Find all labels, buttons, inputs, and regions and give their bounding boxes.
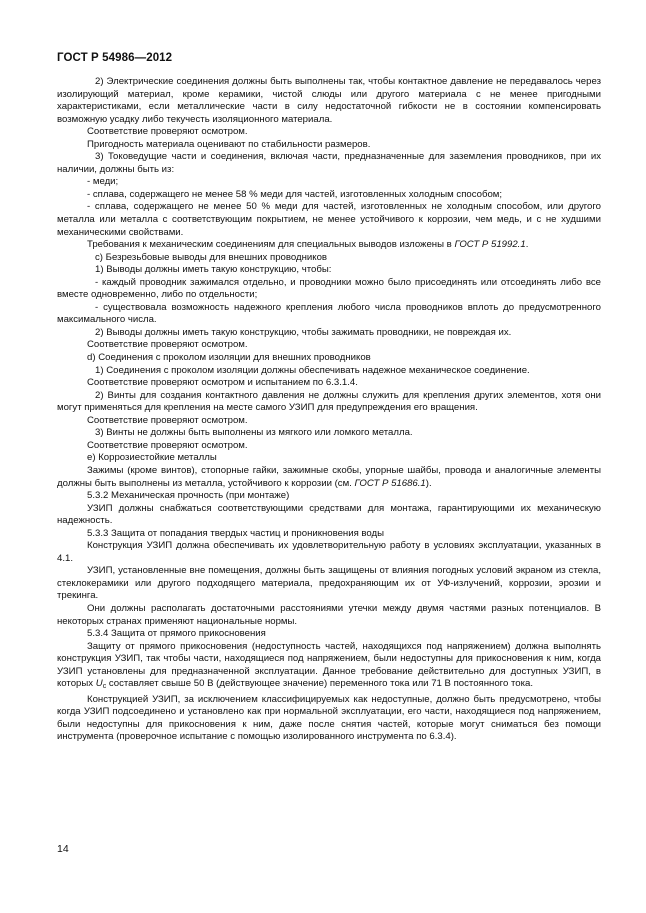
paragraph: 3) Винты не должны быть выполнены из мягкого или ломкого металла.	[95, 427, 413, 439]
paragraph: УЗИП, установленные вне помещения, должны быть защищены от влияния погодных условий экраном из стекла, стеклокерамики или другого подходящего материала, предохраняющим их от УФ-излучений, коррозии, эрозии и трекинга.	[57, 565, 601, 602]
paragraph	[57, 239, 601, 252]
paragraph: 1) Соединения с проколом изоляции должны обеспечивать надежное механическое соединение.	[95, 364, 530, 376]
text-run: Зажимы (кроме винтов), стопорные гайки, зажимные скобы, упорные шайбы, провода и аналогичные элементы должны быть выполнены из металла, устойчивого к коррозии (см.	[57, 464, 601, 489]
paragraph: Они должны располагать достаточными расстояниями утечки между двумя частями разных потенциалов. В некоторых странах применяют национальные нормы.	[57, 602, 601, 627]
standard-reference: ГОСТ Р 51992.1	[454, 239, 526, 251]
paragraph: 1) Выводы должны иметь такую конструкцию, чтобы:	[95, 264, 332, 276]
text-run: ).	[425, 477, 432, 489]
list-item: - существовала возможность надежного крепления любого числа проводников вплоть до предусмотренного максимального числа.	[57, 301, 601, 326]
paragraph	[57, 465, 601, 490]
text-run: составляет свыше 50 В (действующее значение) переменного тока или 71 В постоянного тока.	[106, 678, 533, 690]
paragraph	[57, 641, 601, 694]
list-item: - сплава, содержащего не менее 50 % меди для частей, изготовленных не холодным способом, или другого металла или металла с соответствующим покрытием, не менее устойчивого к коррозии, чем медь, и с не худшими механическими свойствами.	[57, 201, 601, 238]
list-item: - каждый проводник зажимался отдельно, и проводники можно было присоединять или отсоединять либо все вместе одновременно, либо по отдельности;	[57, 276, 601, 301]
list-item: - меди;	[87, 176, 119, 188]
text-run: Требования к механическим соединениям для специальных выводов изложены в	[87, 239, 455, 251]
paragraph: Конструкцией УЗИП, за исключением классифицируемых как недоступные, должно быть предусмотрено, чтобы когда УЗИП подсоединено и установлено как при нормальной эксплуатации, его части, находящиеся под напряжением, были недоступны для прикосновения к ним, даже после снятия частей, которые могут сниматься без помощи инструмента (проверочное испытание с помощью изолированного инструмента по 6.3.4).	[57, 693, 601, 743]
subsection-heading: d) Соединения с проколом изоляции для внешних проводников	[87, 352, 371, 364]
list-item: - сплава, содержащего не менее 58 % меди для частей, изготовленных холодным способом;	[87, 188, 503, 200]
paragraph: Соответствие проверяют осмотром.	[87, 439, 248, 451]
voltage-symbol: U	[95, 678, 103, 690]
paragraph: 3) Токоведущие части и соединения, включая части, предназначенные для заземления проводников, при их наличии, должны быть из:	[57, 151, 601, 175]
voltage-subscript: c	[102, 683, 107, 691]
paragraph: Соответствие проверяют осмотром.	[87, 414, 248, 426]
paragraph: Соответствие проверяют осмотром.	[87, 126, 248, 138]
paragraph: Соответствие проверяют осмотром и испытанием по 6.3.1.4.	[87, 377, 358, 389]
paragraph: 2) Выводы должны иметь такую конструкцию, чтобы зажимать проводники, не повреждая их.	[95, 326, 512, 338]
text-run: Защиту от прямого прикосновения (недоступность частей, находящихся под напряжением) должна выполнять конструкция УЗИП, так чтобы части, находящиеся под напряжением, были недоступны для прикосновения к ним, когда УЗИП установлены для предназначенной эксплуатации. Данное требование действительно для доступных УЗИП, в которых	[57, 640, 601, 690]
subsection-heading: e) Коррозиестойкие металлы	[87, 452, 217, 464]
page-number: 14	[57, 843, 69, 855]
section-heading: 5.3.3 Защита от попадания твердых частиц и проникновения воды	[87, 527, 385, 539]
section-heading: 5.3.4 Защита от прямого прикосновения	[87, 628, 266, 640]
paragraph: УЗИП должны снабжаться соответствующими средствами для монтажа, гарантирующими их механическую надежность.	[57, 502, 601, 527]
paragraph: Пригодность материала оценивают по стабильности размеров.	[87, 138, 371, 150]
paragraph: Соответствие проверяют осмотром.	[87, 339, 248, 351]
paragraph: Конструкция УЗИП должна обеспечивать их удовлетворительную работу в условиях эксплуатации, указанных в 4.1.	[57, 540, 601, 564]
paragraph: 2) Электрические соединения должны быть выполнены так, чтобы контактное давление не передавалось через изолирующий материал, кроме керамики, чистой слюды или другого материала с не менее пригодными характеристиками, если металлические части в силу недостаточной гибкости не в состоянии компенсировать возможную усадку либо текучесть изоляционного материала.	[57, 76, 601, 125]
paragraph: 2) Винты для создания контактного давления не должны служить для крепления других элементов, хотя они могут применяться для крепления на месте самого УЗИП для предупреждения его вращения.	[57, 389, 601, 414]
subsection-heading: c) Безрезьбовые выводы для внешних проводников	[95, 251, 327, 263]
page-header: ГОСТ Р 54986—2012	[57, 52, 173, 64]
text-run: .	[525, 239, 529, 251]
standard-reference: ГОСТ Р 51686.1	[354, 477, 426, 489]
section-heading: 5.3.2 Механическая прочность (при монтаже)	[87, 490, 290, 502]
document-body	[57, 76, 601, 744]
